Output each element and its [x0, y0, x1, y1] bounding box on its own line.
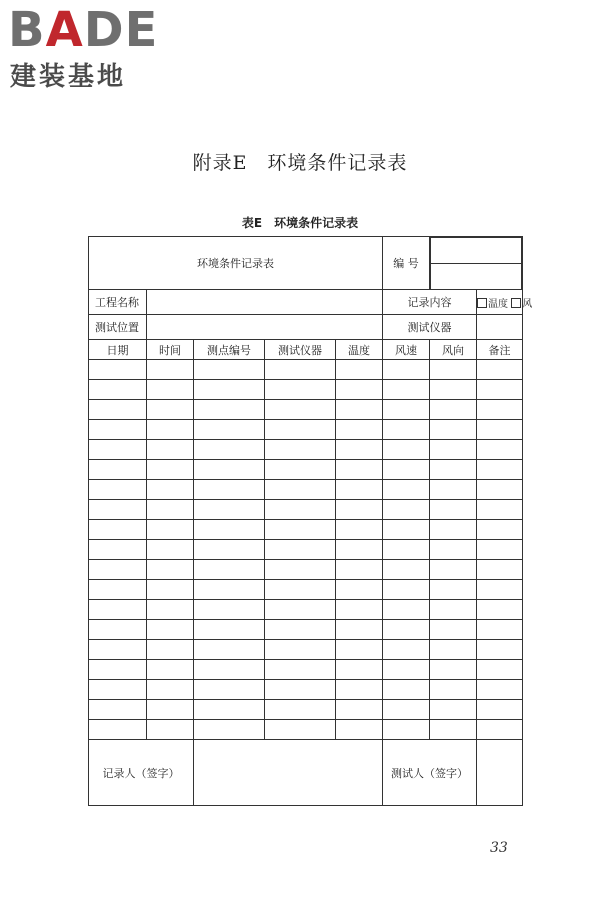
- number-field[interactable]: [430, 237, 523, 290]
- table-cell[interactable]: [336, 720, 383, 740]
- table-cell[interactable]: [430, 440, 477, 460]
- record-content-options: [477, 290, 533, 315]
- table-cell[interactable]: [89, 660, 147, 680]
- table-cell[interactable]: [147, 500, 194, 520]
- table-cell[interactable]: [265, 660, 336, 680]
- table-cell[interactable]: [336, 560, 383, 580]
- table-cell[interactable]: [265, 400, 336, 420]
- table-row: [89, 540, 523, 560]
- table-cell[interactable]: [477, 480, 523, 500]
- table-cell[interactable]: [336, 620, 383, 640]
- table-cell[interactable]: [336, 540, 383, 560]
- recorder-signature-field[interactable]: [194, 740, 383, 806]
- project-name-field[interactable]: [147, 290, 383, 315]
- table-cell[interactable]: [383, 380, 430, 400]
- table-cell[interactable]: [477, 680, 523, 700]
- table-cell[interactable]: [336, 360, 383, 380]
- table-cell[interactable]: [147, 700, 194, 720]
- table-cell[interactable]: [265, 700, 336, 720]
- table-cell[interactable]: [477, 620, 523, 640]
- table-row: [89, 460, 523, 480]
- table-cell[interactable]: [265, 560, 336, 580]
- table-cell[interactable]: [194, 620, 265, 640]
- table-cell[interactable]: [89, 720, 147, 740]
- table-cell[interactable]: [265, 600, 336, 620]
- table-cell[interactable]: [430, 380, 477, 400]
- table-cell[interactable]: [383, 480, 430, 500]
- table-cell[interactable]: [477, 580, 523, 600]
- table-cell[interactable]: [336, 700, 383, 720]
- table-cell[interactable]: [89, 400, 147, 420]
- table-cell[interactable]: [336, 520, 383, 540]
- table-cell[interactable]: [477, 660, 523, 680]
- table-cell[interactable]: [336, 420, 383, 440]
- table-cell[interactable]: [383, 620, 430, 640]
- signature-row: [89, 740, 523, 806]
- table-cell[interactable]: [477, 720, 523, 740]
- table-cell[interactable]: [336, 580, 383, 600]
- table-row: [89, 360, 523, 380]
- table-cell[interactable]: [194, 520, 265, 540]
- table-cell[interactable]: [265, 620, 336, 640]
- page-title: 附录E 环境条件记录表: [192, 152, 408, 174]
- table-cell[interactable]: [430, 580, 477, 600]
- table-cell[interactable]: [89, 360, 147, 380]
- table-cell[interactable]: [336, 660, 383, 680]
- table-cell[interactable]: [383, 700, 430, 720]
- table-cell[interactable]: [265, 460, 336, 480]
- table-cell[interactable]: [477, 600, 523, 620]
- table-cell[interactable]: [147, 460, 194, 480]
- table-cell[interactable]: [383, 560, 430, 580]
- table-cell[interactable]: [430, 720, 477, 740]
- tester-label: 测试人（签字）: [383, 740, 477, 806]
- table-cell[interactable]: [477, 360, 523, 380]
- table-cell[interactable]: [383, 600, 430, 620]
- table-cell[interactable]: [265, 580, 336, 600]
- table-cell[interactable]: [194, 640, 265, 660]
- table-cell[interactable]: [383, 580, 430, 600]
- table-row: [89, 420, 523, 440]
- table-cell[interactable]: [383, 440, 430, 460]
- logo: [8, 4, 178, 96]
- table-cell[interactable]: [430, 620, 477, 640]
- table-cell[interactable]: [89, 620, 147, 640]
- table-cell[interactable]: [89, 420, 147, 440]
- table-cell[interactable]: [430, 460, 477, 480]
- table-cell[interactable]: [194, 480, 265, 500]
- table-cell[interactable]: [430, 600, 477, 620]
- table-cell[interactable]: [194, 420, 265, 440]
- table-row: [89, 480, 523, 500]
- table-cell[interactable]: [265, 680, 336, 700]
- column-header-remarks: 备注: [477, 340, 523, 360]
- recorder-label: 记录人（签字）: [89, 740, 194, 806]
- test-location-label: 测试位置: [89, 315, 147, 340]
- table-cell[interactable]: [383, 520, 430, 540]
- table-row: [89, 500, 523, 520]
- project-name-label: 工程名称: [89, 290, 147, 315]
- table-row: [89, 660, 523, 680]
- table-row: [89, 580, 523, 600]
- table-cell[interactable]: [336, 680, 383, 700]
- table-cell[interactable]: [477, 460, 523, 480]
- table-cell[interactable]: [147, 520, 194, 540]
- table-row: [89, 640, 523, 660]
- tester-signature-field[interactable]: [477, 740, 523, 806]
- table-cell[interactable]: [430, 660, 477, 680]
- table-cell[interactable]: [430, 540, 477, 560]
- temperature-checkbox[interactable]: [477, 298, 487, 308]
- table-caption: 表E 环境条件记录表: [241, 216, 359, 230]
- record-content-label: 记录内容: [383, 290, 477, 315]
- table-cell[interactable]: [194, 540, 265, 560]
- table-cell[interactable]: [194, 720, 265, 740]
- table-cell[interactable]: [477, 380, 523, 400]
- table-row: [89, 400, 523, 420]
- table-cell[interactable]: [89, 540, 147, 560]
- table-cell[interactable]: [89, 680, 147, 700]
- table-cell[interactable]: [336, 500, 383, 520]
- table-cell[interactable]: [147, 540, 194, 560]
- table-cell[interactable]: [89, 580, 147, 600]
- table-cell[interactable]: [194, 500, 265, 520]
- column-header-point-number: 测点编号: [194, 340, 265, 360]
- table-row: [89, 440, 523, 460]
- table-cell[interactable]: [89, 500, 147, 520]
- table-row: [89, 520, 523, 540]
- table-cell[interactable]: [430, 680, 477, 700]
- table-cell[interactable]: [194, 660, 265, 680]
- table-cell[interactable]: [336, 460, 383, 480]
- table-cell[interactable]: [477, 500, 523, 520]
- table-cell[interactable]: [265, 380, 336, 400]
- table-cell[interactable]: [265, 420, 336, 440]
- table-cell[interactable]: [147, 620, 194, 640]
- page-number: 33: [490, 840, 508, 856]
- table-cell[interactable]: [383, 540, 430, 560]
- table-cell[interactable]: [89, 700, 147, 720]
- table-cell[interactable]: [89, 440, 147, 460]
- table-cell[interactable]: [383, 680, 430, 700]
- table-cell[interactable]: [147, 360, 194, 380]
- temperature-option-label: 温度: [488, 298, 509, 310]
- table-cell[interactable]: [430, 700, 477, 720]
- form-title: 环境条件记录表: [89, 237, 383, 290]
- table-cell[interactable]: [430, 480, 477, 500]
- data-rows: [89, 360, 523, 740]
- table-cell[interactable]: [147, 660, 194, 680]
- column-header-row: [89, 340, 523, 360]
- table-cell[interactable]: [265, 360, 336, 380]
- table-cell[interactable]: [383, 720, 430, 740]
- table-cell[interactable]: [89, 480, 147, 500]
- table-row: [89, 720, 523, 740]
- table-cell[interactable]: [194, 440, 265, 460]
- table-cell[interactable]: [477, 560, 523, 580]
- table-cell[interactable]: [477, 400, 523, 420]
- table-cell[interactable]: [265, 480, 336, 500]
- table-cell[interactable]: [383, 640, 430, 660]
- table-cell[interactable]: [89, 380, 147, 400]
- table-cell[interactable]: [147, 720, 194, 740]
- table-cell[interactable]: [383, 400, 430, 420]
- table-cell[interactable]: [89, 520, 147, 540]
- table-cell[interactable]: [430, 520, 477, 540]
- table-cell[interactable]: [194, 460, 265, 480]
- table-cell[interactable]: [194, 580, 265, 600]
- test-location-field[interactable]: [147, 315, 383, 340]
- logo-subtitle: 建装基地: [10, 62, 127, 92]
- table-cell[interactable]: [265, 520, 336, 540]
- table-cell[interactable]: [477, 700, 523, 720]
- table-cell[interactable]: [194, 380, 265, 400]
- column-header-date: 日期: [89, 340, 147, 360]
- table-cell[interactable]: [194, 400, 265, 420]
- table-cell[interactable]: [336, 400, 383, 420]
- table-row: [89, 680, 523, 700]
- test-instrument-field[interactable]: [477, 315, 523, 340]
- table-row: [89, 620, 523, 640]
- table-cell[interactable]: [147, 600, 194, 620]
- table-cell[interactable]: [336, 380, 383, 400]
- table-cell[interactable]: [147, 480, 194, 500]
- table-cell[interactable]: [147, 420, 194, 440]
- table-cell[interactable]: [194, 700, 265, 720]
- wind-checkbox[interactable]: [511, 298, 521, 308]
- table-row: [89, 600, 523, 620]
- table-row: [89, 380, 523, 400]
- table-cell[interactable]: [147, 560, 194, 580]
- table-cell[interactable]: [477, 420, 523, 440]
- table-cell[interactable]: [336, 480, 383, 500]
- table-cell[interactable]: [477, 520, 523, 540]
- table-cell[interactable]: [430, 500, 477, 520]
- table-cell[interactable]: [383, 420, 430, 440]
- table-cell[interactable]: [147, 680, 194, 700]
- table-cell[interactable]: [147, 440, 194, 460]
- table-cell[interactable]: [477, 640, 523, 660]
- column-header-wind-speed: 风速: [383, 340, 430, 360]
- column-header-instrument: 测试仪器: [265, 340, 336, 360]
- table-cell[interactable]: [89, 640, 147, 660]
- table-cell[interactable]: [383, 460, 430, 480]
- table-cell[interactable]: [383, 500, 430, 520]
- table-cell[interactable]: [89, 560, 147, 580]
- table-cell[interactable]: [383, 360, 430, 380]
- table-cell[interactable]: [265, 640, 336, 660]
- environment-record-table: [88, 236, 533, 806]
- table-cell[interactable]: [194, 680, 265, 700]
- table-cell[interactable]: [383, 660, 430, 680]
- column-header-time: 时间: [147, 340, 194, 360]
- table-cell[interactable]: [430, 360, 477, 380]
- table-cell[interactable]: [430, 400, 477, 420]
- table-cell[interactable]: [477, 540, 523, 560]
- wind-option-label: 风: [522, 298, 533, 310]
- table-cell[interactable]: [147, 400, 194, 420]
- table-cell[interactable]: [430, 560, 477, 580]
- table-cell[interactable]: [194, 600, 265, 620]
- column-header-temperature: 温度: [336, 340, 383, 360]
- table-row: [89, 700, 523, 720]
- table-cell[interactable]: [336, 640, 383, 660]
- number-label: 编 号: [383, 237, 430, 290]
- table-cell[interactable]: [89, 600, 147, 620]
- table-cell[interactable]: [430, 420, 477, 440]
- table-cell[interactable]: [265, 720, 336, 740]
- table-cell[interactable]: [265, 540, 336, 560]
- table-cell[interactable]: [477, 440, 523, 460]
- table-cell[interactable]: [430, 640, 477, 660]
- logo-wordmark: BADE: [8, 2, 159, 58]
- test-instrument-label: 测试仪器: [383, 315, 477, 340]
- table-cell[interactable]: [336, 440, 383, 460]
- table-cell[interactable]: [194, 360, 265, 380]
- table-cell[interactable]: [336, 600, 383, 620]
- table-cell[interactable]: [147, 580, 194, 600]
- table-cell[interactable]: [265, 500, 336, 520]
- table-cell[interactable]: [194, 560, 265, 580]
- table-cell[interactable]: [265, 440, 336, 460]
- table-cell[interactable]: [147, 640, 194, 660]
- table-cell[interactable]: [147, 380, 194, 400]
- table-cell[interactable]: [89, 460, 147, 480]
- column-header-wind-direction: 风向: [430, 340, 477, 360]
- table-row: [89, 560, 523, 580]
